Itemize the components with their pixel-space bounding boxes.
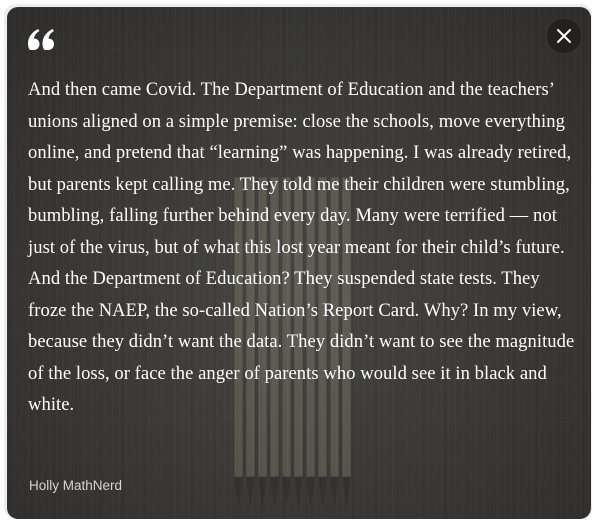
close-icon bbox=[557, 29, 571, 43]
quote-author: Holly MathNerd bbox=[29, 478, 123, 493]
close-button[interactable] bbox=[547, 19, 581, 53]
quote-card bbox=[7, 7, 591, 519]
quote-text: And then came Covid. The Department of Education and the teachers’ unions aligned on a simple premise: close the schools, move everything online, and pretend that “learning” was happening. I was already retired, but parents kept calling me. They told me their children were stumbling, bumbling, falling further behind every day. Many were terrified — not just of the virus, but of what this lost year meant for their child’s future. And the Department of Education? They suspended state tests. They froze the NAEP, the so-called Nation’s Report Card. Why? In my view, because they didn’t want the data. They didn’t want to see the magnitude of the loss, or face the anger of parents who would see it in black and white. bbox=[28, 79, 575, 415]
quote-mark-icon bbox=[28, 29, 56, 51]
